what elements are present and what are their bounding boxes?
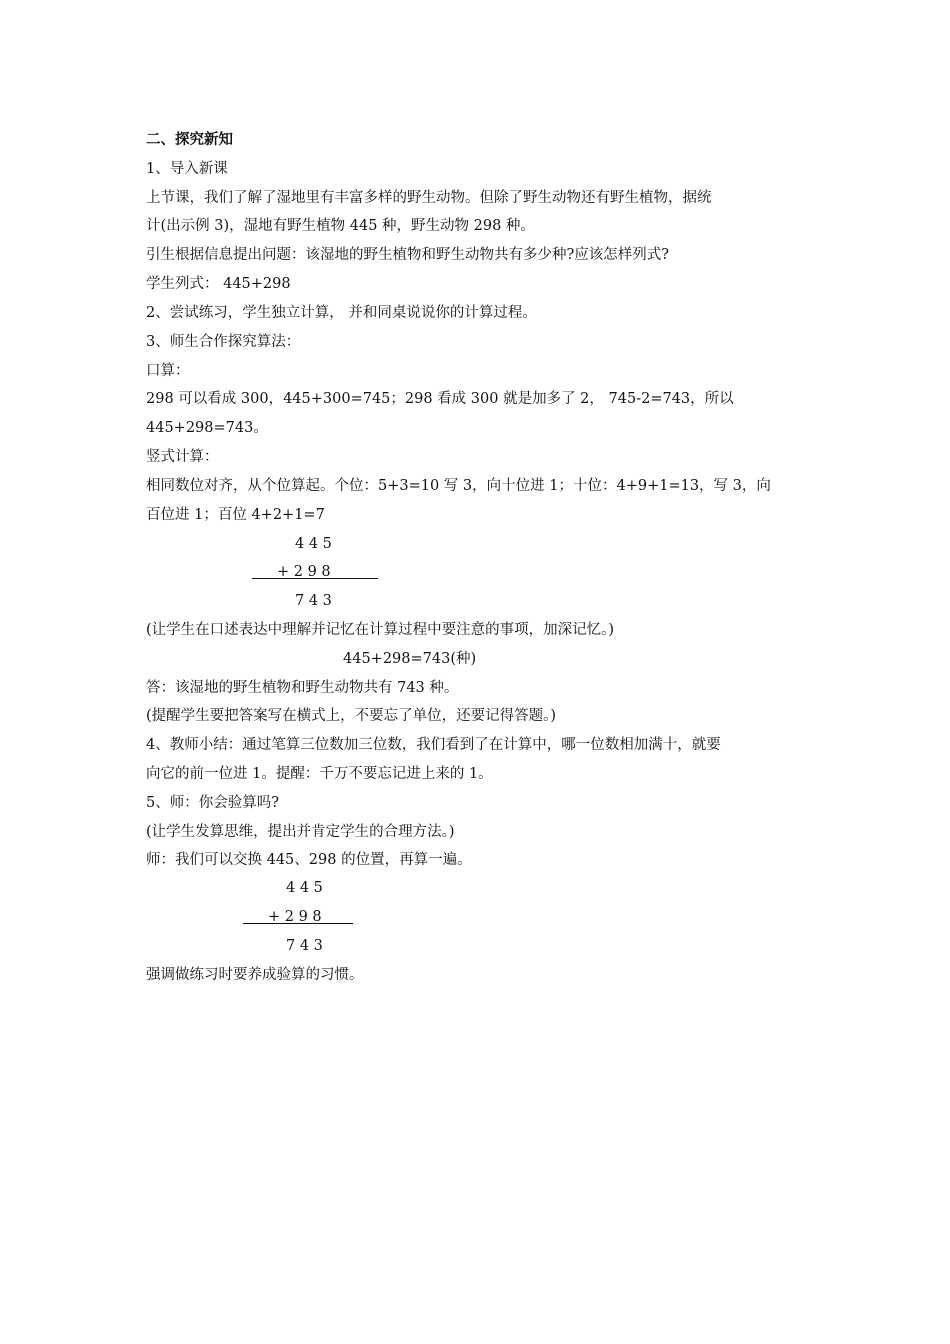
calc2-top: 4 4 5 <box>286 880 323 896</box>
equation: 445+298=743(种) <box>343 651 477 667</box>
vertical-line-1: 相同数位对齐，从个位算起。个位：5+3=10 写 3，向十位进 1；十位：4+9+1=13，写 3，向 <box>146 478 771 494</box>
item3: 3、师生合作探究算法： <box>146 334 301 350</box>
calc2-underline <box>243 923 353 924</box>
calc1-result: 7 4 3 <box>295 593 332 609</box>
item4-line-2: 向它的前一位进 1。提醒：千万不要忘记进上来的 1。 <box>146 766 493 782</box>
mental-line-2: 445+298=743。 <box>146 420 268 436</box>
student-formula: 学生列式： 445+298 <box>146 276 291 292</box>
item2: 2、尝试练习，学生独立计算， 并和同桌说说你的计算过程。 <box>146 305 537 321</box>
teacher-line: 师：我们可以交换 445、298 的位置，再算一遍。 <box>146 852 472 868</box>
answer: 答：该湿地的野生植物和野生动物共有 743 种。 <box>146 680 459 696</box>
calc2-result: 7 4 3 <box>286 938 323 954</box>
closing-line: 强调做练习时要养成验算的习惯。 <box>146 967 364 983</box>
question-line: 引生根据信息提出问题：该湿地的野生植物和野生动物共有多少种?应该怎样列式? <box>146 247 670 263</box>
calc1-middle: + 2 9 8 <box>277 564 331 580</box>
note1: (让学生在口述表达中理解并记忆在计算过程中要注意的事项，加深记忆。) <box>146 622 615 638</box>
item5: 5、师：你会验算吗? <box>146 795 279 811</box>
intro-line-1: 上节课，我们了解了湿地里有丰富多样的野生动物。但除了野生动物还有野生植物，据统 <box>146 190 712 206</box>
intro-line-2: 计(出示例 3)，湿地有野生植物 445 种，野生动物 298 种。 <box>146 218 535 234</box>
item4-line-1: 4、教师小结：通过笔算三位数加三位数，我们看到了在计算中，哪一位数相加满十，就要 <box>146 737 721 753</box>
mental-title: 口算： <box>146 363 190 379</box>
calc2-middle: + 2 9 8 <box>268 909 322 925</box>
calc1-top: 4 4 5 <box>295 536 332 552</box>
note3: (让学生发算思维，提出并肯定学生的合理方法。) <box>146 824 455 840</box>
note2: (提醒学生要把答案写在横式上，不要忘了单位，还要记得答题。) <box>146 708 557 724</box>
calc1-underline <box>252 578 378 579</box>
mental-line-1: 298 可以看成 300，445+300=745；298 看成 300 就是加多了 2， 745-2=743，所以 <box>146 391 734 407</box>
vertical-line-2: 百位进 1；百位 4+2+1=7 <box>146 507 325 523</box>
section-title: 二、探究新知 <box>146 131 233 148</box>
vertical-title: 竖式计算： <box>146 449 219 465</box>
item1-title: 1、导入新课 <box>146 161 228 177</box>
